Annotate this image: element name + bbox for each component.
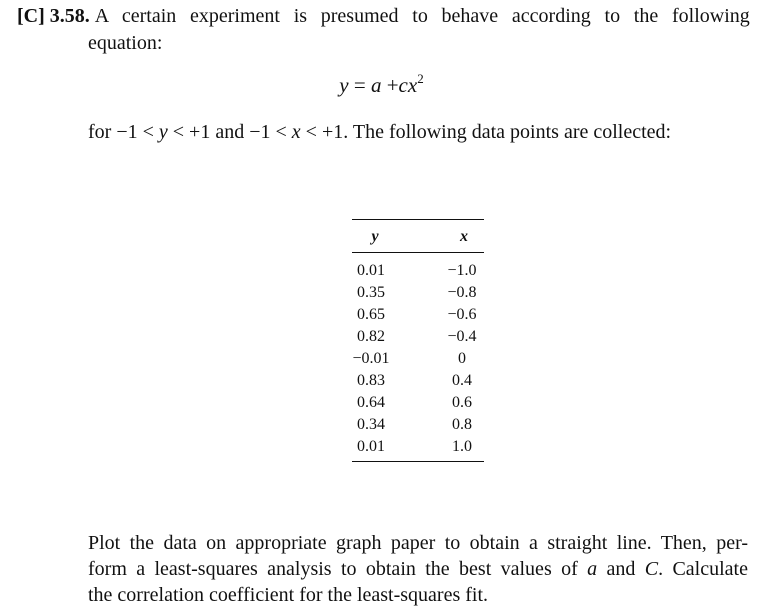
table-header-rule bbox=[352, 252, 484, 253]
range-sentence bbox=[88, 119, 671, 145]
table-cell-y: 0.35 bbox=[357, 284, 385, 301]
instructions-text-part: and bbox=[597, 558, 645, 580]
table-column-y bbox=[344, 260, 398, 458]
table-cell-x: 1.0 bbox=[452, 438, 472, 455]
table-cell-x: 0 bbox=[458, 350, 466, 367]
range-text-part: for −1 < bbox=[88, 121, 159, 143]
instructions-line-2 bbox=[88, 556, 748, 582]
table-cell-y: −0.01 bbox=[352, 350, 390, 367]
problem-intro-text: A certain experiment is presumed to behave according to the following bbox=[94, 5, 750, 27]
table-cell-x: −0.6 bbox=[447, 306, 477, 323]
instructions-line-1: Plot the data on appropriate graph paper to obtain a straight line. Then, per- bbox=[88, 532, 748, 554]
table-cell-y: 0.65 bbox=[357, 306, 385, 323]
equation-exponent: 2 bbox=[417, 71, 424, 86]
table-cell-y: 0.83 bbox=[357, 372, 385, 389]
table-cell-x: −0.8 bbox=[447, 284, 477, 301]
range-text-part: < +1 and −1 < bbox=[167, 121, 292, 143]
equation-lhs: y bbox=[339, 73, 349, 97]
table-cell-y: 0.01 bbox=[357, 438, 385, 455]
instructions-text-part: . Calculate bbox=[658, 558, 748, 580]
table-cell-y: 0.82 bbox=[357, 328, 385, 345]
table-cell-y: 0.34 bbox=[357, 416, 385, 433]
equation-equals: = bbox=[353, 73, 366, 97]
instructions-text-part: form a least-squares analysis to obtain the best values of bbox=[88, 558, 588, 580]
table-cell-y: 0.01 bbox=[357, 262, 385, 279]
equation-a: a bbox=[370, 73, 382, 97]
table-header-y: y bbox=[371, 228, 379, 245]
table-cell-x: 0.8 bbox=[452, 416, 472, 433]
instructions-line-3: the correlation coefficient for the least-squares fit. bbox=[88, 584, 489, 606]
table-top-rule bbox=[352, 219, 484, 220]
table-header-x: x bbox=[460, 228, 468, 245]
equation-cx: cx bbox=[398, 73, 418, 97]
problem-number: [C] 3.58. bbox=[17, 5, 90, 27]
model-equation bbox=[0, 72, 763, 98]
instructions-paragraph bbox=[88, 530, 748, 608]
problem-statement-line-1 bbox=[17, 3, 752, 29]
table-cell-x: −1.0 bbox=[447, 262, 477, 279]
range-text-part: < +1. The following data points are collected: bbox=[300, 121, 672, 143]
range-variable-y: y bbox=[158, 121, 168, 143]
instructions-variable-c: C bbox=[644, 558, 659, 580]
table-cell-x: 0.4 bbox=[452, 372, 472, 389]
range-variable-x: x bbox=[291, 121, 301, 143]
instructions-variable-a: a bbox=[587, 558, 598, 580]
problem-intro-continuation: equation: bbox=[88, 32, 163, 54]
table-cell-x: −0.4 bbox=[447, 328, 477, 345]
equation-plus: + bbox=[386, 73, 399, 97]
table-cell-y: 0.64 bbox=[357, 394, 385, 411]
table-column-x bbox=[434, 260, 490, 458]
table-bottom-rule bbox=[352, 461, 484, 462]
table-cell-x: 0.6 bbox=[452, 394, 472, 411]
